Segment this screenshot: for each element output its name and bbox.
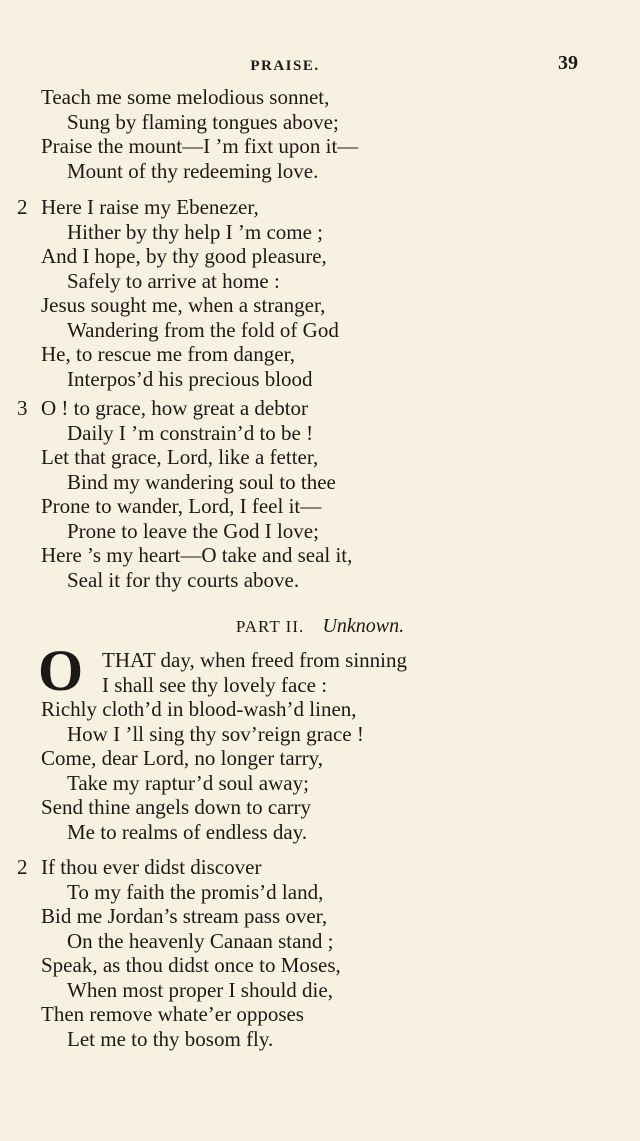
verse-number: 2 xyxy=(17,195,28,219)
verse-line: Jesus sought me, when a stranger, xyxy=(41,293,326,317)
verse-line: Interpos’d his precious blood xyxy=(67,366,313,391)
verse-line: On the heavenly Canaan stand ; xyxy=(67,928,334,953)
verse-line: Here ’s my heart—O take and seal it, xyxy=(41,543,353,567)
verse-line: Me to realms of endless day. xyxy=(67,819,308,844)
verse-line: I shall see thy lovely face : xyxy=(102,672,328,697)
verse-line: Let me to thy bosom fly. xyxy=(67,1026,274,1051)
verse-line: Prone to leave the God I love; xyxy=(67,518,319,543)
verse-line: Take my raptur’d soul away; xyxy=(67,770,309,795)
verse-line: If thou ever didst discover xyxy=(41,855,262,879)
part-label: PART II. xyxy=(235,617,305,636)
verse-line: Send thine angels down to carry xyxy=(41,795,312,819)
verse-line: To my faith the promis’d land, xyxy=(67,879,324,904)
verse-line: Bid me Jordan’s stream pass over, xyxy=(41,904,328,928)
author-attribution: Unknown. xyxy=(322,615,405,637)
running-head: PRAISE. xyxy=(250,58,320,74)
verse-line: Come, dear Lord, no longer tarry, xyxy=(41,746,324,770)
verse-line: Prone to wander, Lord, I feel it— xyxy=(41,494,322,518)
verse-line: Speak, as thou didst once to Moses, xyxy=(41,953,341,977)
verse-number: 3 xyxy=(17,396,28,420)
stanza-4 xyxy=(0,648,407,844)
part-heading xyxy=(0,615,640,638)
verse-line: O ! to grace, how great a debtor xyxy=(41,396,309,420)
verse-number: 2 xyxy=(17,855,28,879)
stanza-2 xyxy=(0,195,339,391)
verse-line: Let that grace, Lord, like a fetter, xyxy=(41,445,319,469)
stanza-continuation xyxy=(0,85,358,183)
verse-line: Safely to arrive at home : xyxy=(67,268,280,293)
stanza-3 xyxy=(0,396,352,592)
verse-line: Wandering from the fold of God xyxy=(67,317,339,342)
verse-line: THAT day, when freed from sinning xyxy=(102,648,408,672)
verse-line: Mount of thy redeeming love. xyxy=(67,158,319,183)
verse-line: Teach me some melodious sonnet, xyxy=(41,85,330,109)
verse-line: Hither by thy help I ’m come ; xyxy=(67,219,324,244)
verse-line: Daily I ’m constrain’d to be ! xyxy=(67,420,314,445)
verse-line: Sung by flaming tongues above; xyxy=(67,109,339,134)
verse-line: Then remove whate’er opposes xyxy=(41,1002,304,1026)
verse-line: Praise the mount—I ’m fixt upon it— xyxy=(41,134,359,158)
stanza-5 xyxy=(0,855,341,1051)
verse-line: Richly cloth’d in blood-wash’d linen, xyxy=(41,697,357,721)
verse-line: Here I raise my Ebenezer, xyxy=(41,195,259,219)
drop-cap: O xyxy=(38,638,84,703)
page-number: 39 xyxy=(558,52,578,74)
verse-line: Bind my wandering soul to thee xyxy=(67,469,336,494)
verse-line: And I hope, by thy good pleasure, xyxy=(41,244,327,268)
verse-line: How I ’ll sing thy sov’reign grace ! xyxy=(67,721,364,746)
verse-line: When most proper I should die, xyxy=(67,977,333,1002)
verse-line: Seal it for thy courts above. xyxy=(67,567,300,592)
verse-line: He, to rescue me from danger, xyxy=(41,342,295,366)
